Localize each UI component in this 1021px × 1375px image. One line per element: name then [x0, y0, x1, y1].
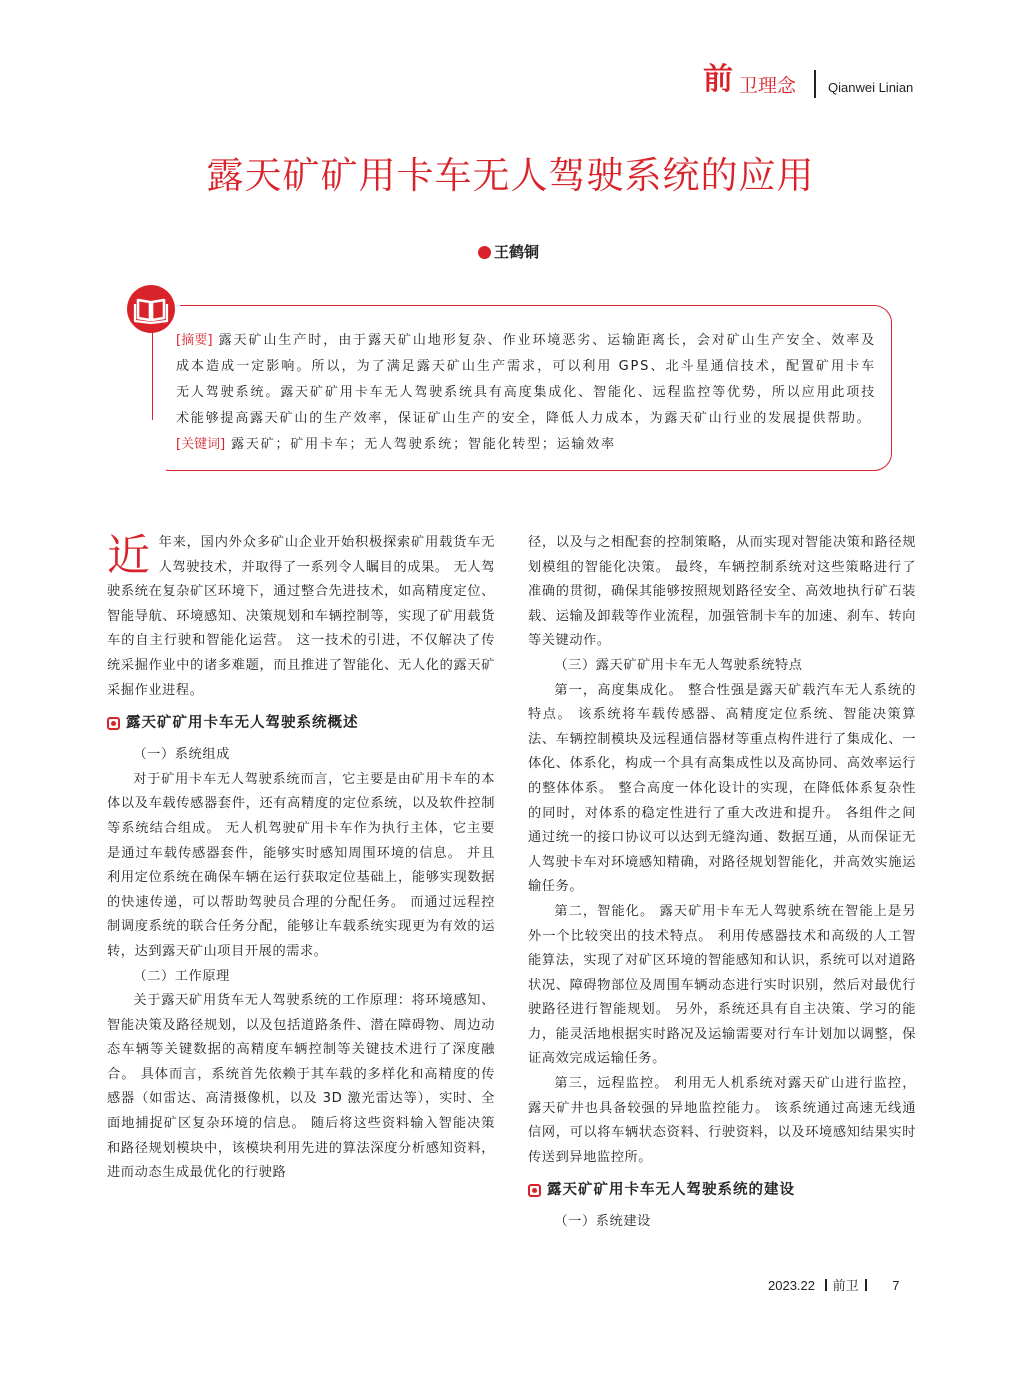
abstract [176, 328, 876, 458]
intro-paragraph: 年来，国内外众多矿山企业开始积极探索矿用载货车无人驾驶技术，并取得了一系列令人瞩目的成果。 无人驾驶系统在复杂矿区环境下，通过整合先进技术，如高精度定位、智能导航、环境感知、决策规划和车辆控制等，实现了矿用载货车的自主行驶和智能化运营。 这一技术的引进，不仅解决了传统采掘作业中的诸多难题，而且推进了智能化、无人化的露天矿采掘作业进程。 [107, 535, 495, 698]
header-logo-char: 前 [703, 62, 733, 97]
keywords-label: [关键词] [176, 437, 226, 452]
abstract-text: 露天矿山生产时，由于露天矿山地形复杂、作业环境恶劣、运输距离长，会对矿山生产安全、效率及成本造成一定影响。所以，为了满足露天矿山生产需求，可以利用 GPS、北斗星通信技术，配置矿用卡车无人驾驶系统。露天矿矿用卡车无人驾驶系统具有高度集成化、智能化、远程监控等优势，所以应用此项技术能够提高露天矿山的生产效率，保证矿山生产的安全，降低人力成本，为露天矿山行业的发展提供帮助。 [176, 333, 876, 426]
header-divider [814, 70, 816, 98]
author-line [478, 242, 539, 262]
section-title-construction: 露天矿矿用卡车无人驾驶系统的建设 [547, 1182, 795, 1199]
issue-year: 2023.22 [768, 1278, 815, 1293]
footer-divider [865, 1279, 867, 1291]
section-marker-icon [107, 717, 120, 730]
header-column-name: 卫理念 [739, 75, 797, 97]
keywords-text: 露天矿；矿用卡车；无人驾驶系统；智能化转型；运输效率 [231, 437, 616, 452]
subheading-construction: （一）系统建设 [554, 1214, 651, 1230]
paragraph: 第二，智能化。 露天矿用卡车无人驾驶系统在智能上是另外一个比较突出的技术特点。 利用传感器技术和高级的人工智能算法，实现了对矿区环境的智能感知和认识，系统可以对道路状况、障碍物部位及周围车辆动态进行实时识别，然后对最优行驶路径进行智能规划。 另外，系统还具有自主决策、学习的能力，能灵活地根据实时路况及运输需要对行车计划加以调整，保证高效完成运输任务。 [528, 903, 916, 1067]
subheading-features: （三）露天矿矿用卡车无人驾驶系统特点 [554, 657, 803, 673]
section-heading [107, 711, 495, 735]
header-english-name: Qianwei Linian [828, 80, 914, 95]
page-footer [768, 1277, 900, 1295]
subheading-principle: （二）工作原理 [133, 968, 230, 984]
author-bullet-icon [478, 246, 491, 259]
footer-divider [825, 1279, 827, 1291]
paragraph: 关于露天矿用货车无人驾驶系统的工作原理：将环境感知、智能决策及路径规划，以及包括道路条件、潜在障碍物、周边动态车辆等关键数据的高精度车辆控制等关键技术进行了深度融合。 具体而言，系统首先依赖于其车载的多样化和高精度的传感器（如雷达、高清摄像机，以及 3D 激光雷达等），实时、全面地捕捉矿区复杂环境的信息。 随后将这些资料输入智能决策和路径规划模块中，该模块利用先进的算法深度分析感知资料，进而动态生成最优化的行驶路 [107, 993, 495, 1181]
abstract-label: [摘要] [176, 333, 213, 348]
drop-cap: 近 [107, 531, 151, 581]
section-marker-icon [528, 1184, 541, 1197]
section-heading [528, 1178, 916, 1202]
page-number: 7 [892, 1278, 900, 1293]
journal-name: 前卫 [832, 1278, 859, 1293]
article-title: 露天矿矿用卡车无人驾驶系统的应用 [206, 154, 815, 197]
right-column [528, 531, 916, 1235]
paragraph: 对于矿用卡车无人驾驶系统而言，它主要是由矿用卡车的本体以及车载传感器套件，还有高精度的定位系统，以及软件控制等系统结合组成。 无人机驾驶矿用卡车作为执行主体，它主要是通过车载传感器套件，能够实时感知周围环境的信息。 并且利用定位系统在确保车辆在运行获取定位基础上，能够实现数据的快速传递，可以帮助驾驶员合理的分配任务。 而通过远程控制调度系统的联合任务分配，能够让车载系统实现更为有效的运转，达到露天矿山项目开展的需求。 [107, 771, 495, 959]
subheading-composition: （一）系统组成 [133, 747, 230, 763]
paragraph: 径，以及与之相配套的控制策略，从而实现对智能决策和路径规划模组的智能化决策。 最终，车辆控制系统对这些策略进行了准确的贯彻，确保其能够按照规划路径安全、高效地执行矿石装载、运输及卸载等作业流程，加强管制卡车的加速、刹车、转向等关键动作。 [528, 535, 916, 649]
author-name: 王鹤铜 [494, 243, 540, 261]
section-title-overview: 露天矿矿用卡车无人驾驶系统概述 [126, 715, 359, 732]
book-icon [127, 285, 175, 333]
paragraph: 第三，远程监控。 利用无人机系统对露天矿山进行监控，露天矿井也具备较强的异地监控能力。 该系统通过高速无线通信网，可以将车辆状态资料、行驶资料，以及环境感知结果实时传送到异地监控所。 [528, 1076, 916, 1165]
left-column [107, 531, 495, 1186]
paragraph: 第一，高度集成化。 整合性强是露天矿载汽车无人系统的特点。 该系统将车载传感器、高精度定位系统、智能决策算法、车辆控制模块及远程通信器材等重点构件进行了集成化、一体化、体系化，构成一个具有高集成性以及高协同、高效率运行的整体体系。 整合高度一体化设计的实现，在降低体系复杂性的同时，对体系的稳定性进行了重大改进和提升。 各组件之间通过统一的接口协议可以达到无缝沟通、数据互通，从而保证无人驾驶卡车对环境感知精确，对路径规划智能化，并高效实施运输任务。 [528, 682, 916, 895]
